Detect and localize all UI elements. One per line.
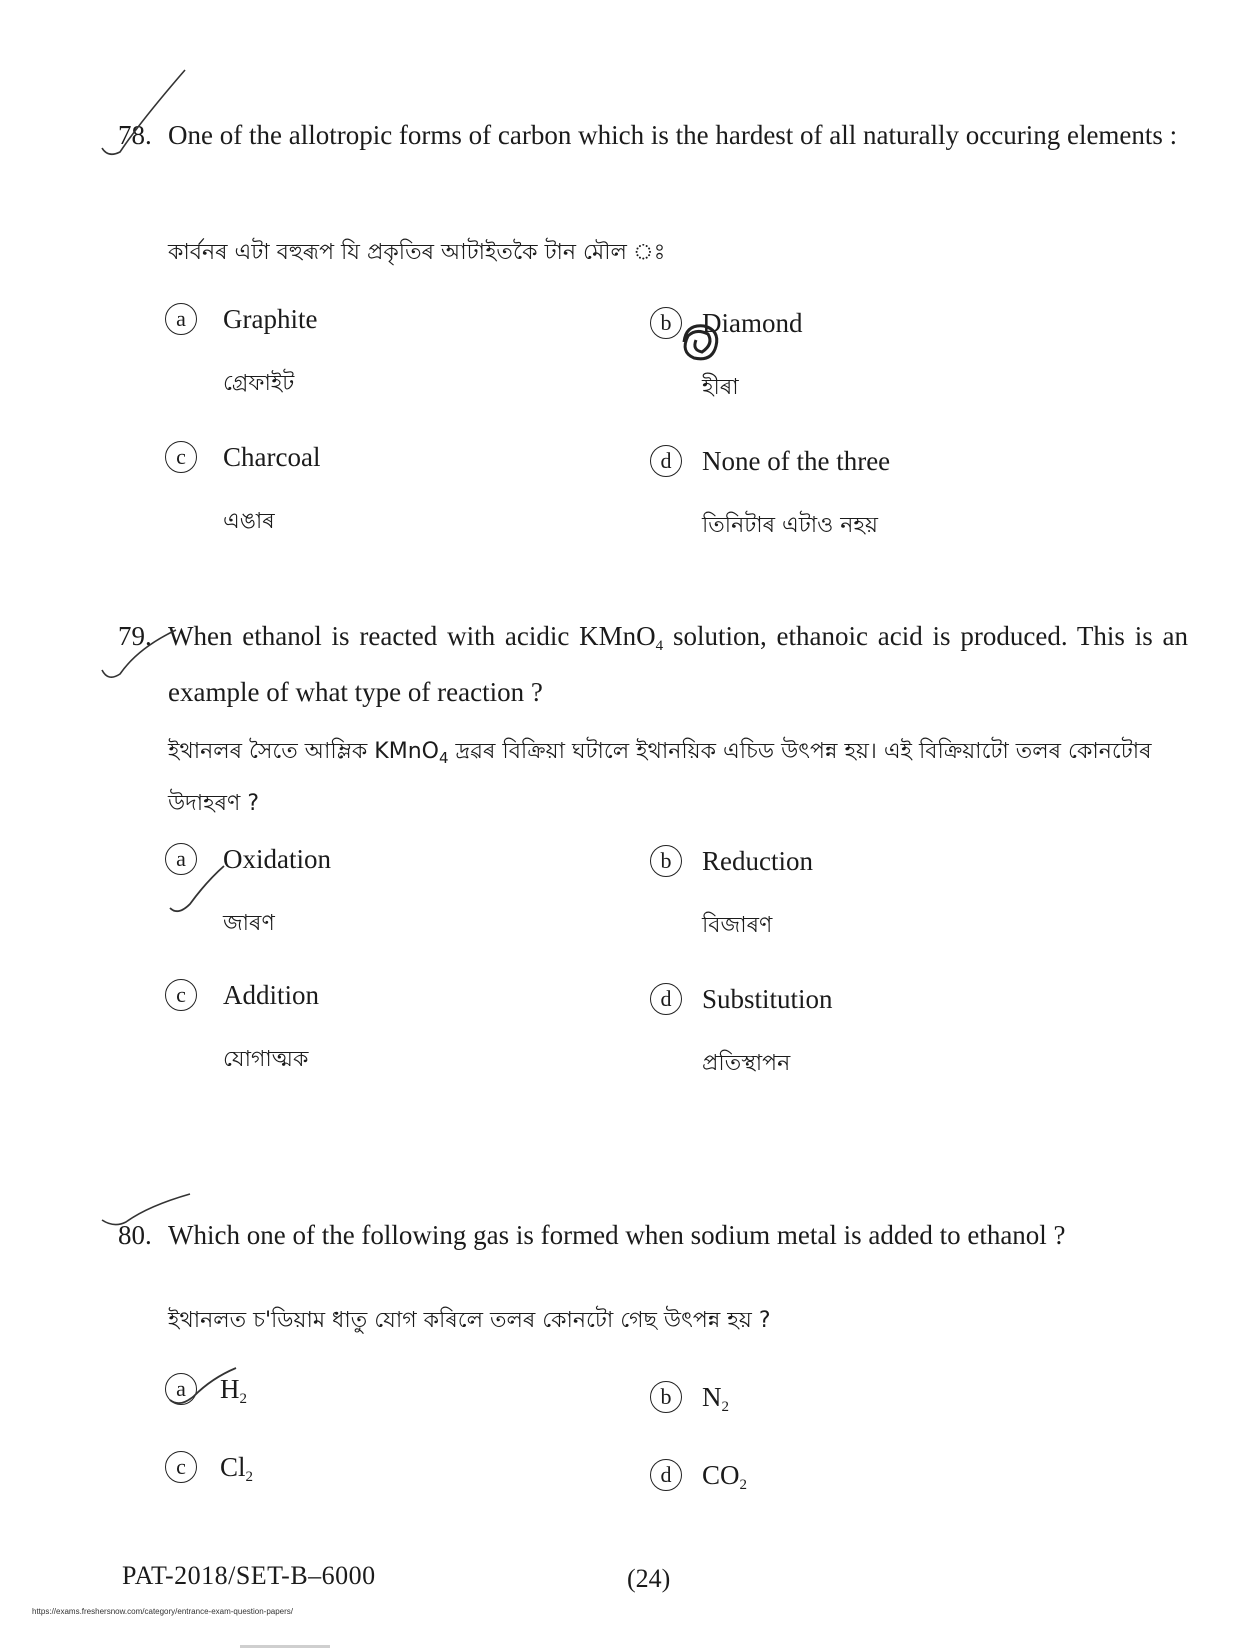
option-letter: b bbox=[650, 1381, 682, 1413]
option-letter: d bbox=[650, 1459, 682, 1491]
option-letter: a bbox=[165, 843, 197, 875]
option-text-en: Graphite bbox=[223, 304, 318, 334]
option-formula: $N_2$ bbox=[702, 1382, 729, 1415]
option-text-as: হীৰা bbox=[702, 375, 739, 400]
option-letter: b bbox=[650, 307, 682, 339]
option-letter: a bbox=[165, 1373, 197, 1405]
question-number: 78. bbox=[118, 120, 152, 150]
footer-exam-code: PAT-2018/SET-B–6000 bbox=[122, 1561, 376, 1590]
option-letter: c bbox=[165, 441, 197, 473]
option-text-en: None of the three bbox=[702, 446, 891, 476]
question-number: 80. bbox=[118, 1220, 152, 1250]
option-text-as: প্ৰতিস্থাপন bbox=[702, 1051, 791, 1076]
page-number: (24) bbox=[627, 1564, 671, 1593]
option-letter: b bbox=[650, 845, 682, 877]
option-formula: $Cl_2$ bbox=[220, 1452, 254, 1485]
option-text-as: গ্ৰেফাইট bbox=[223, 371, 295, 396]
option-text-en: Reduction bbox=[702, 846, 813, 876]
option-text-as: বিজাৰণ bbox=[702, 913, 773, 938]
option-letter: c bbox=[165, 1451, 197, 1483]
option-text-en: Oxidation bbox=[223, 844, 331, 874]
option-text-en: Addition bbox=[223, 980, 320, 1010]
option-text-en: Substitution bbox=[702, 984, 833, 1014]
option-text-en: Diamond bbox=[702, 308, 803, 338]
option-letter: d bbox=[650, 445, 682, 477]
option-formula: $CO_2$ bbox=[702, 1460, 748, 1493]
option-text-en: Charcoal bbox=[223, 442, 321, 472]
option-letter: a bbox=[165, 303, 197, 335]
option-formula: $H_2$ bbox=[220, 1374, 247, 1407]
question-text-as: ইথানলৰ সৈতে আম্লিক KMnO$_4$ দ্ৰৱৰ বিক্ৰিয়া ঘটালে ইথানয়িক এচিড উৎপন্ন হয়। এই বিক্ৰিয়াটো তলৰ কোনটোৰ উদাহৰণ ? bbox=[168, 739, 1152, 816]
question-text-en: Which one of the following gas is formed when sodium metal is added to ethanol ? bbox=[168, 1220, 1066, 1250]
option-letter: d bbox=[650, 983, 682, 1015]
option-text-as: এঙাৰ bbox=[223, 509, 275, 534]
option-text-as: তিনিটাৰ এটাও নহয় bbox=[702, 513, 878, 538]
question-text-as: ইথানলত চ'ডিয়াম ধাতু যোগ কৰিলে তলৰ কোনটো গেছ উৎপন্ন হয় ? bbox=[168, 1308, 771, 1333]
question-text-en: One of the allotropic forms of carbon which is the hardest of all naturally occuring elements : bbox=[168, 120, 1178, 150]
question-text-en: When ethanol is reacted with acidic KMnO$_4$ solution, ethanoic acid is produced. This is an example of what type of reaction ? bbox=[168, 621, 1188, 707]
option-letter: c bbox=[165, 979, 197, 1011]
footer-url[interactable]: https://exams.freshersnow.com/category/entrance-exam-question-papers/ bbox=[32, 1607, 294, 1616]
question-number: 79. bbox=[118, 621, 152, 651]
option-text-as: জাৰণ bbox=[223, 911, 275, 936]
scan-artifact bbox=[240, 1645, 330, 1648]
question-text-as: কাৰ্বনৰ এটা বহুৰূপ যি প্ৰকৃতিৰ আটাইতকৈ টান মৌল ঃ bbox=[168, 240, 666, 265]
option-text-as: যোগাত্মক bbox=[223, 1047, 309, 1072]
